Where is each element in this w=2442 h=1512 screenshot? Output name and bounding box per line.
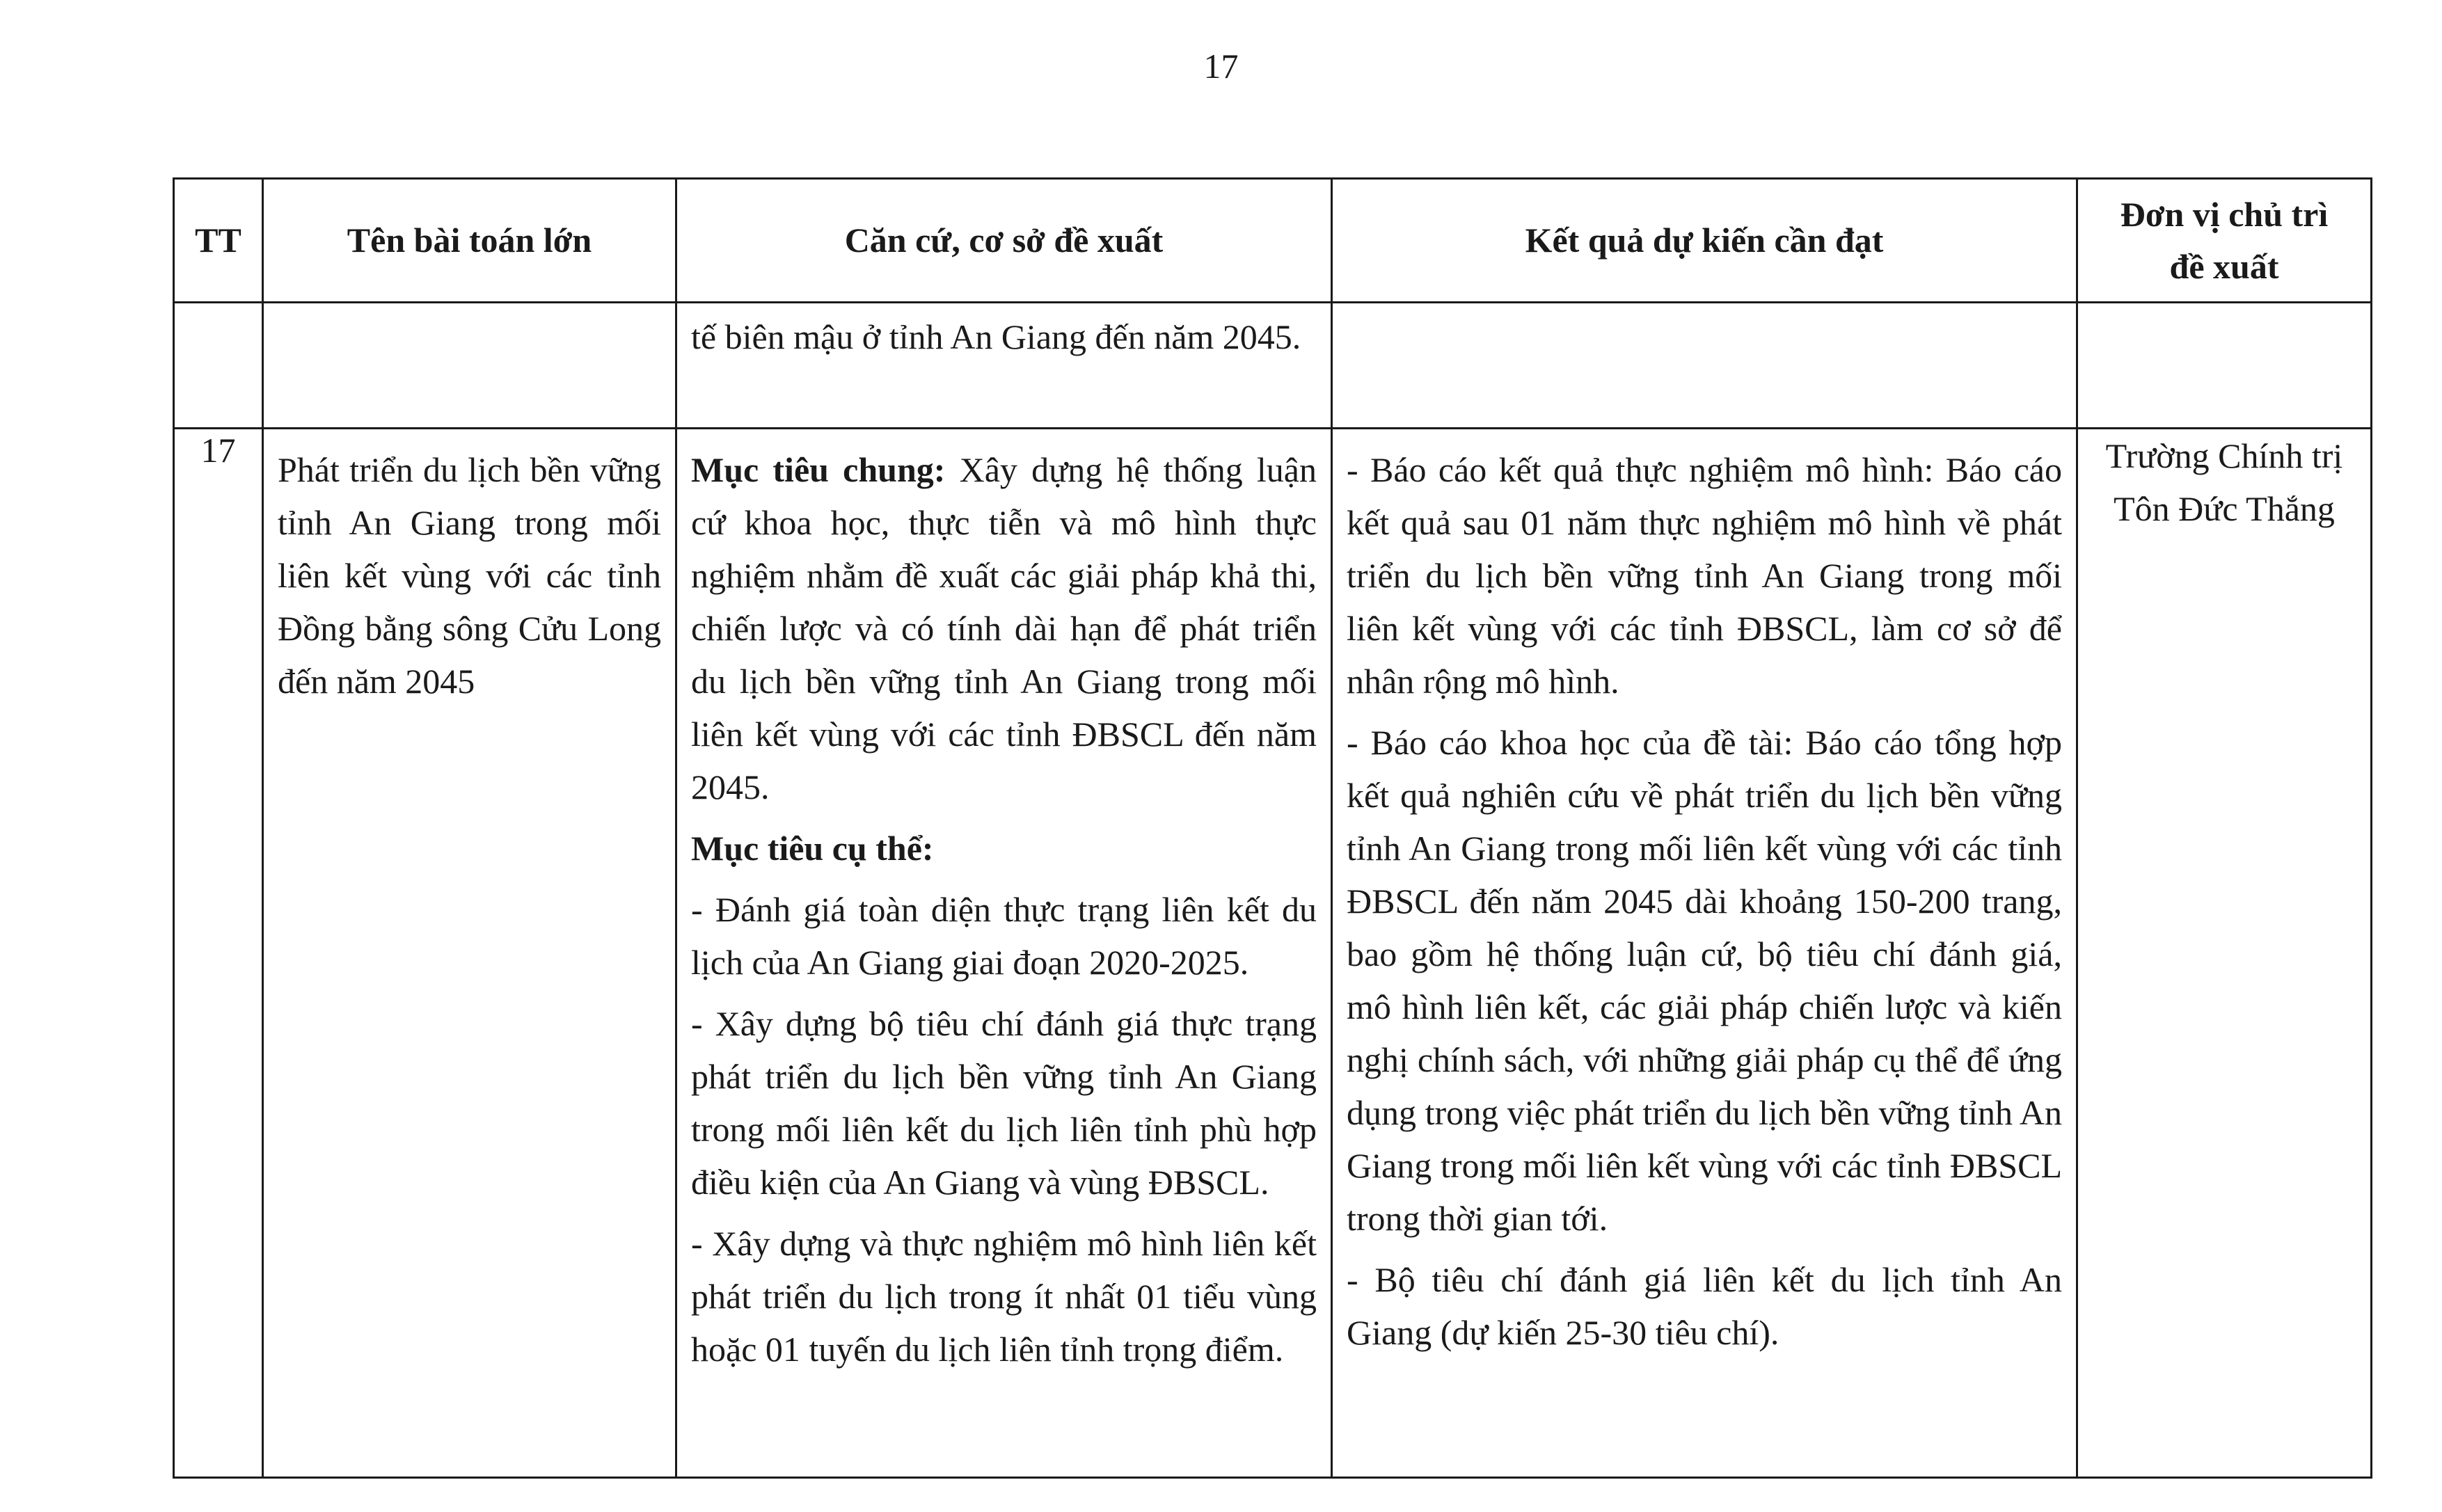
proposal-table [173, 177, 2372, 1479]
header-results: Kết quả dự kiến cần đạt [1332, 179, 2077, 303]
table-row [174, 429, 2372, 1478]
row-unit-cell [2077, 429, 2372, 1478]
specific-objective-1: - Đánh giá toàn diện thực trạng liên kết du lịch của An Giang giai đoạn 2020-2025. [691, 890, 1317, 982]
continuation-unit-cell [2077, 303, 2372, 429]
result-item-2: - Báo cáo khoa học của đề tài: Báo cáo tổng hợp kết quả nghiên cứu về phát triển du lịch bền vững tỉnh An Giang trong mối liên kết vùng với các tỉnh ĐBSCL đến năm 2045 dài khoảng 150-200 trang, bao gồm hệ thống luận cứ, bộ tiêu chí đánh giá, mô hình liên kết, các giải pháp chiến lược và kiến nghị chính sách, với những giải pháp cụ thể để ứng dụng trong việc phát triển du lịch bền vững tỉnh An Giang trong mối liên kết vùng với các tỉnh ĐBSCL trong thời gian tới. [1347, 723, 2062, 1238]
result-item-3: - Bộ tiêu chí đánh giá liên kết du lịch tỉnh An Giang (dự kiến 25-30 tiêu chí). [1347, 1260, 2062, 1352]
continuation-results-cell [1332, 303, 2077, 429]
row-name: Phát triển du lịch bền vững tỉnh An Giang trong mối liên kết vùng với các tỉnh Đồng bằng sông Cửu Long đến năm 2045 [278, 450, 661, 701]
row-unit: Trường Chính trị Tôn Đức Thắng [2105, 436, 2343, 528]
header-row [174, 179, 2372, 303]
header-basis: Căn cứ, cơ sở đề xuất [676, 179, 1332, 303]
result-item-1: - Báo cáo kết quả thực nghiệm mô hình: Báo cáo kết quả sau 01 năm thực nghiệm mô hình về phát triển du lịch bền vững tỉnh An Giang trong mối liên kết vùng với các tỉnh ĐBSCL, làm cơ sở để nhân rộng mô hình. [1347, 450, 2062, 701]
specific-objective-label: Mục tiêu cụ thể: [691, 829, 934, 868]
header-unit: Đơn vị chủ trì đề xuất [2077, 179, 2372, 303]
specific-objective-3: - Xây dựng và thực nghiệm mô hình liên kết phát triển du lịch trong ít nhất 01 tiểu vùng hoặc 01 tuyến du lịch liên tỉnh trọng điểm. [691, 1224, 1317, 1369]
specific-objective-2: - Xây dựng bộ tiêu chí đánh giá thực trạng phát triển du lịch bền vững tỉnh An Giang trong mối liên kết du lịch liên tỉnh phù hợp điều kiện của An Giang và vùng ĐBSCL. [691, 1004, 1317, 1202]
continuation-basis-cell [676, 303, 1332, 429]
row-basis-cell [676, 429, 1332, 1478]
row-results-cell [1332, 429, 2077, 1478]
continuation-name-cell [263, 303, 676, 429]
continuation-tt-cell [174, 303, 263, 429]
row-name-cell [263, 429, 676, 1478]
header-tt: TT [174, 179, 263, 303]
general-objective-text: Xây dựng hệ thống luận cứ khoa học, thực tiễn và mô hình thực nghiệm nhằm đề xuất các giải pháp khả thi, chiến lược và có tính dài hạn để phát triển du lịch bền vững tỉnh An Giang trong mối liên kết vùng với các tỉnh ĐBSCL đến năm 2045. [691, 450, 1317, 806]
continuation-row [174, 303, 2372, 429]
general-objective-label: Mục tiêu chung: [691, 450, 946, 489]
page-number: 17 [1203, 47, 1239, 86]
row-tt: 17 [200, 431, 236, 470]
header-name: Tên bài toán lớn [263, 179, 676, 303]
continuation-basis-text: tế biên mậu ở tỉnh An Giang đến năm 2045. [691, 317, 1301, 356]
row-tt-cell [174, 429, 263, 1478]
general-objective [691, 443, 1317, 813]
